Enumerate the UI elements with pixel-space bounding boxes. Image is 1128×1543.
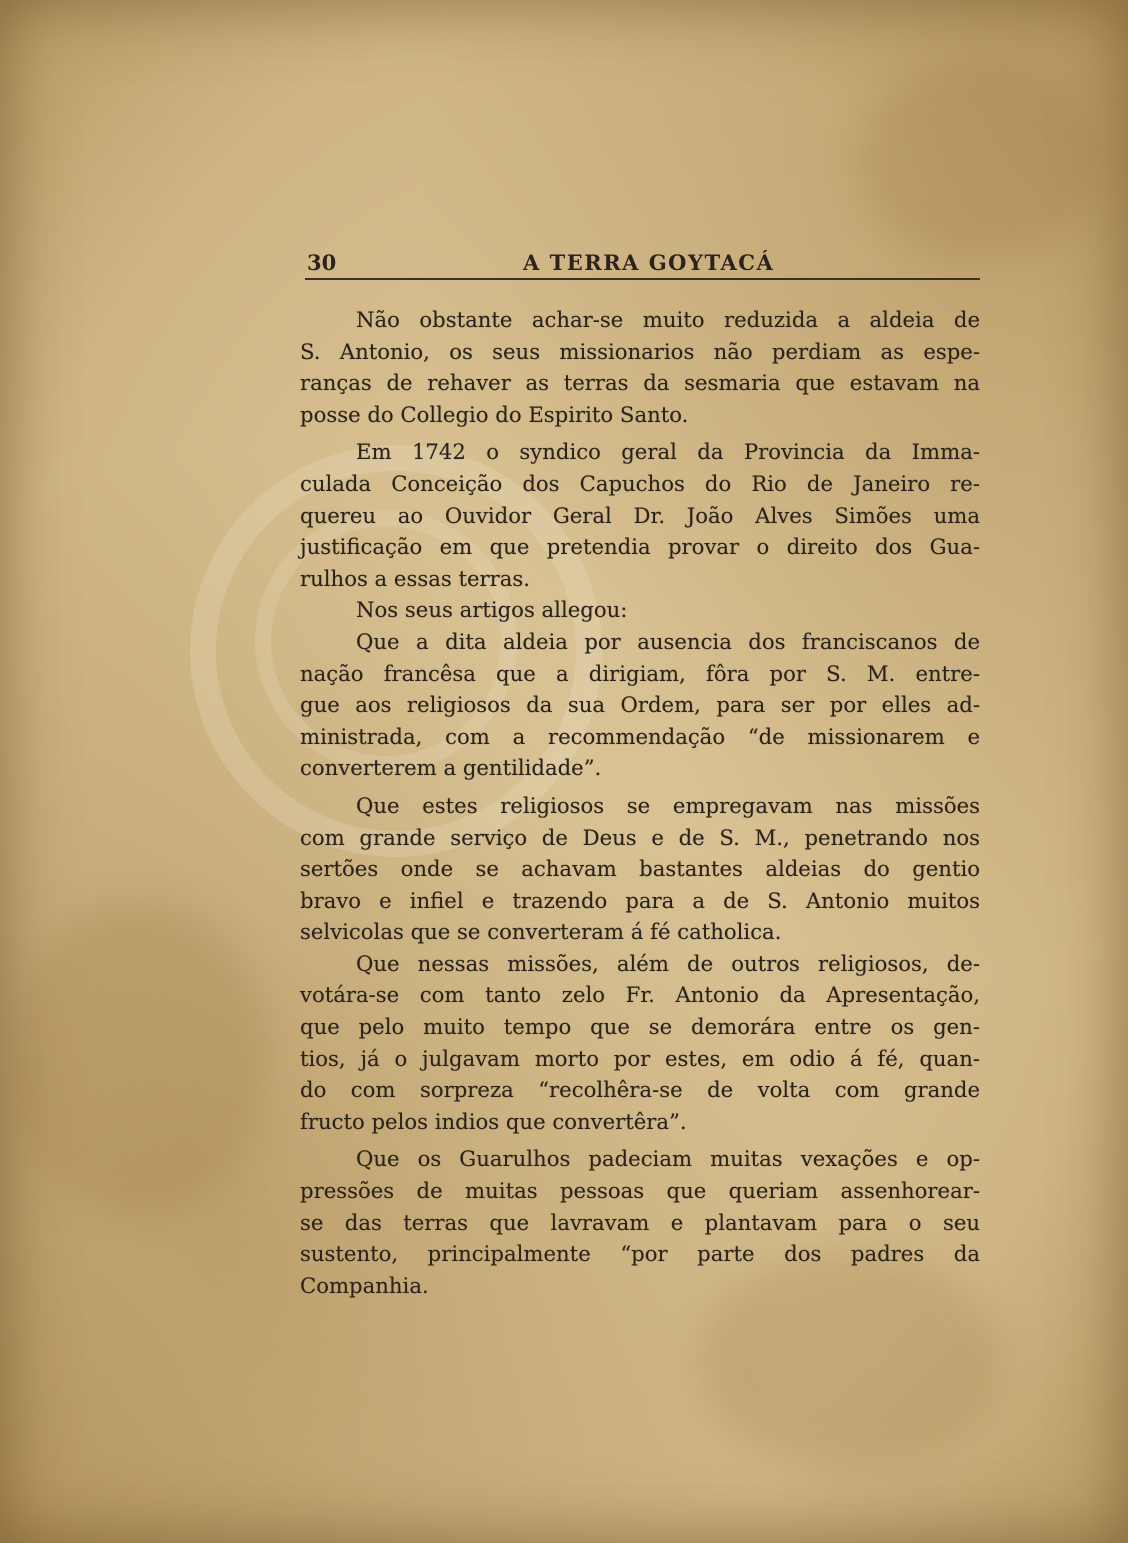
text-line: posse do Collegio do Espirito Santo. bbox=[300, 401, 689, 427]
text-line: Nos seus artigos allegou: bbox=[356, 597, 628, 623]
text-line: ranças de rehaver as terras da sesmaria que estavam na bbox=[300, 370, 980, 396]
text-line: do com sorpreza “recolhêra-se de volta com grande bbox=[300, 1077, 980, 1103]
text-line: Não obstante achar-se muito reduzida a aldeia de bbox=[356, 307, 980, 332]
text-line: bravo e infiel e trazendo para a de S. Antonio muitos bbox=[300, 887, 980, 913]
text-line: Que os Guarulhos padeciam muitas vexações e op- bbox=[356, 1146, 980, 1172]
text-line: Que a dita aldeia por ausencia dos franciscanos de bbox=[356, 628, 980, 654]
text-line: S. Antonio, os seus missionarios não perdiam as espe- bbox=[300, 338, 980, 364]
text-line: fructo pelos indios que convertêra”. bbox=[300, 1108, 687, 1134]
text-line: se das terras que lavravam e plantavam para o seu bbox=[300, 1209, 980, 1235]
page-stain bbox=[10, 900, 270, 1220]
text-line: converterem a gentilidade”. bbox=[300, 755, 602, 781]
page-number: 30 bbox=[307, 250, 337, 275]
text-line: sustento, principalmente “por parte dos padres da bbox=[300, 1241, 980, 1267]
text-line: Companhia. bbox=[300, 1272, 429, 1298]
text-line: tios, já o julgavam morto por estes, em odio á fé, quan- bbox=[300, 1045, 980, 1071]
text-line: votára-se com tanto zelo Fr. Antonio da Apresentação, bbox=[300, 982, 980, 1008]
text-line: gue aos religiosos da sua Ordem, para ser por elles ad- bbox=[300, 692, 980, 718]
text-line: culada Conceição dos Capuchos do Rio de Janeiro re- bbox=[300, 470, 980, 496]
text-line: rulhos a essas terras. bbox=[300, 565, 531, 591]
body-text bbox=[300, 304, 980, 1301]
text-line: nação francêsa que a dirigiam, fôra por S. M. entre- bbox=[300, 660, 980, 686]
text-line: Que nessas missões, além de outros religiosos, de- bbox=[356, 950, 980, 976]
book-title: A TERRA GOYTACÁ bbox=[523, 250, 775, 275]
text-line: que pelo muito tempo que se demorára entre os gen- bbox=[300, 1014, 980, 1040]
text-line: sertões onde se achavam bastantes aldeias do gentio bbox=[300, 856, 980, 882]
text-line: pressões de muitas pessoas que queriam assenhorear- bbox=[300, 1178, 980, 1204]
text-line: Em 1742 o syndico geral da Provincia da Imma- bbox=[356, 439, 980, 465]
page-stain bbox=[860, 60, 1100, 260]
text-line: justificação em que pretendia provar o direito dos Gua- bbox=[300, 534, 980, 560]
running-header bbox=[305, 250, 980, 280]
text-line: selvicolas que se converteram á fé catholica. bbox=[300, 919, 782, 945]
text-line: ministrada, com a recommendação “de missionarem e bbox=[300, 723, 980, 749]
text-line: quereu ao Ouvidor Geral Dr. João Alves Simões uma bbox=[300, 502, 980, 528]
text-line: Que estes religiosos se empregavam nas missões bbox=[356, 792, 980, 818]
text-line: com grande serviço de Deus e de S. M., penetrando nos bbox=[300, 824, 980, 850]
